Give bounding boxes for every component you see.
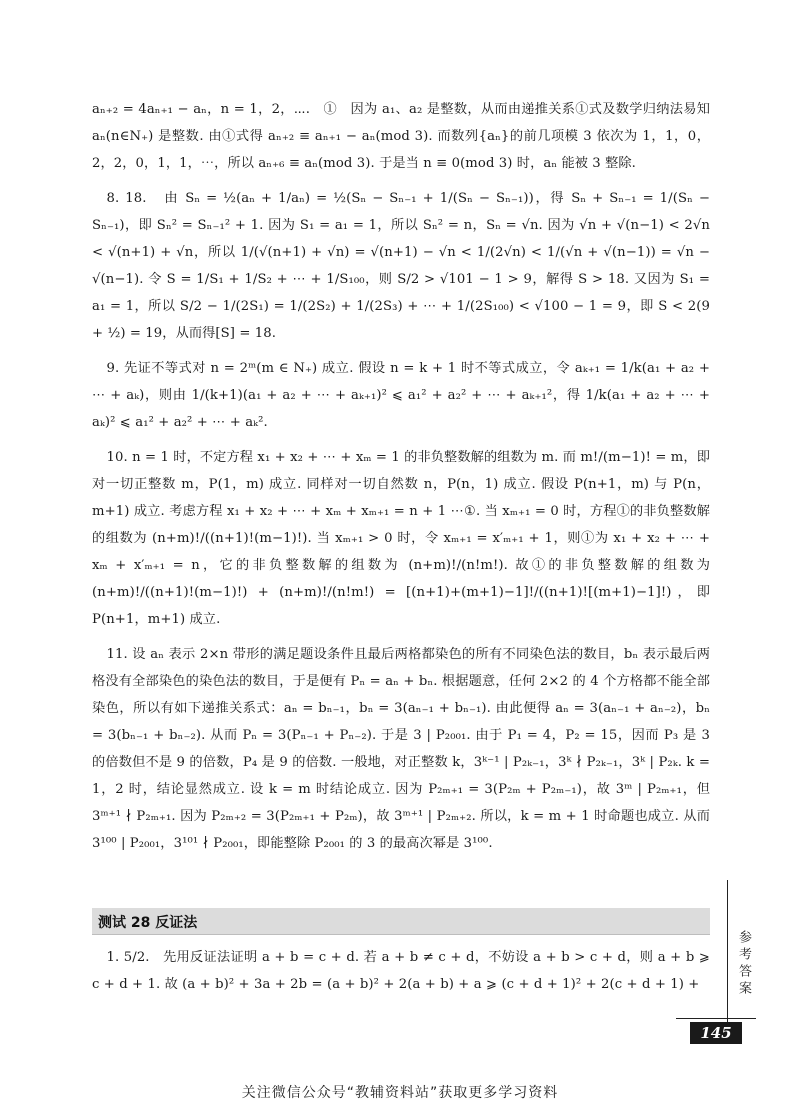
paragraph-10: 10. n = 1 时，不定方程 x₁ + x₂ + ⋯ + xₘ = 1 的非负整数解的组数为 m. 而 m!/(m−1)! = m，即对一切正整数 m，P(1，m) 成立. 同样对一切自然数 n，P(n，1) 成立. 假设 P(n+1，m) 与 P(n，m+1) 成立. 考虑方程 x₁ + x₂ + ⋯ + xₘ + xₘ₊₁ = n + 1 ⋯①. 当 xₘ₊₁ = 0 时，方程①的非负整数解的组数为 (n+m)!/((n+1)!(m−1)!). 当 xₘ₊₁ > 0 时，令 xₘ₊₁ = x′ₘ₊₁ + 1，则①为 x₁ + x₂ + ⋯ + xₘ + x′ₘ₊₁ = n，它的非负整数解的组数为 (n+m)!/(n!m!). 故①的非负整数解的组数为 (n+m)!/((n+1)!(m−1)!) + (n+m)!/(n!m!) = [(n+1)+(m+1)−1]!/((n+1)![(m+1)−1]!)，即 P(n+1，m+1) 成立. bbox=[92, 450, 715, 627]
footer-note: 关注微信公众号“教辅资料站”获取更多学习资料 bbox=[241, 1085, 559, 1101]
section-item-1: 1. 5/2. 先用反证法证明 a + b = c + d. 若 a + b ≠ c + d，不妨设 a + b > c + d，则 a + b ⩾ c + d + 1. 故 (a + b)² + 3a + 2b = (a + b)² + 2(a + b) + a ⩾ (c + d + 1)² + 2(c + d + 1) + bbox=[92, 950, 715, 992]
paragraph-8: 8. 18. 由 Sₙ = ½(aₙ + 1/aₙ) = ½(Sₙ − Sₙ₋₁ + 1/(Sₙ − Sₙ₋₁))，得 Sₙ + Sₙ₋₁ = 1/(Sₙ − Sₙ₋₁)，即 Sₙ² = Sₙ₋₁² + 1. 因为 S₁ = a₁ = 1，所以 Sₙ² = n，Sₙ = √n. 因为 √n + √(n−1) < 2√n < √(n+1) + √n，所以 1/(√(n+1) + √n) = √(n+1) − √n < 1/(2√n) < 1/(√n + √(n−1)) = √n − √(n−1). 令 S = 1/S₁ + 1/S₂ + ⋯ + 1/S₁₀₀，则 S/2 > √101 − 1 > 9，解得 S > 18. 又因为 S₁ = a₁ = 1，所以 S/2 − 1/(2S₁) = 1/(2S₂) + 1/(2S₃) + ⋯ + 1/(2S₁₀₀) < √100 − 1 = 9，即 S < 2(9 + ½) = 19，从而得[S] = 18. bbox=[92, 191, 715, 341]
paragraph-7-continued: aₙ₊₂ = 4aₙ₊₁ − aₙ，n = 1，2，⋯. ① 因为 a₁、a₂ 是整数，从而由递推关系①式及数学归纳法易知 aₙ(n∈N₊) 是整数. 由①式得 aₙ₊₂ ≡ aₙ₊₁ − aₙ(mod 3). 而数列{aₙ}的前几项模 3 依次为 1，1，0，2，2，0，1，1，⋯，所以 aₙ₊₆ ≡ aₙ(mod 3). 于是当 n ≡ 0(mod 3) 时，aₙ 能被 3 整除. bbox=[92, 102, 715, 171]
side-label: 参考答案 bbox=[736, 930, 751, 998]
section-body bbox=[92, 944, 715, 1006]
section-header-bar bbox=[92, 908, 710, 935]
answer-body bbox=[92, 96, 715, 865]
section-title: 测试 28 反证法 bbox=[98, 915, 198, 931]
page-number-rule bbox=[676, 1018, 756, 1019]
paragraph-11: 11. 设 aₙ 表示 2×n 带形的满足题设条件且最后两格都染色的所有不同染色法的数目，bₙ 表示最后两格没有全部染色的染色法的数目，于是便有 Pₙ = aₙ + bₙ. 根据题意，任何 2×2 的 4 个方格都不能全部染色，所以有如下递推关系式：aₙ = bₙ₋₁，bₙ = 3(aₙ₋₁ + bₙ₋₁). 由此便得 aₙ = 3(aₙ₋₁ + aₙ₋₂)，bₙ = 3(bₙ₋₁ + bₙ₋₂). 从而 Pₙ = 3(Pₙ₋₁ + Pₙ₋₂). 于是 3 | P₂₀₀₁. 由于 P₁ = 4，P₂ = 15，因而 P₃ 是 3 的倍数但不是 9 的倍数，P₄ 是 9 的倍数. 一般地，对正整数 k，3ᵏ⁻¹ | P₂ₖ₋₁，3ᵏ ∤ P₂ₖ₋₁，3ᵏ | P₂ₖ. k = 1，2 时，结论显然成立. 设 k = m 时结论成立. 因为 P₂ₘ₊₁ = 3(P₂ₘ + P₂ₘ₋₁)，故 3ᵐ | P₂ₘ₊₁，但 3ᵐ⁺¹ ∤ P₂ₘ₊₁. 因为 P₂ₘ₊₂ = 3(P₂ₘ₊₁ + P₂ₘ)，故 3ᵐ⁺¹ | P₂ₘ₊₂. 所以，k = m + 1 时命题也成立. 从而 3¹⁰⁰ | P₂₀₀₁，3¹⁰¹ ∤ P₂₀₀₁，即能整除 P₂₀₀₁ 的 3 的最高次幂是 3¹⁰⁰. bbox=[92, 647, 715, 851]
margin-rule bbox=[727, 880, 728, 1040]
paragraph-9: 9. 先证不等式对 n = 2ᵐ(m ∈ N₊) 成立. 假设 n = k + 1 时不等式成立，令 aₖ₊₁ = 1/k(a₁ + a₂ + ⋯ + aₖ)，则由 1/(k+1)(a₁ + a₂ + ⋯ + aₖ₊₁)² ⩽ a₁² + a₂² + ⋯ + aₖ₊₁²，得 1/k(a₁ + a₂ + ⋯ + aₖ)² ⩽ a₁² + a₂² + ⋯ + aₖ². bbox=[92, 361, 715, 430]
page-number: 145 bbox=[690, 1022, 742, 1044]
